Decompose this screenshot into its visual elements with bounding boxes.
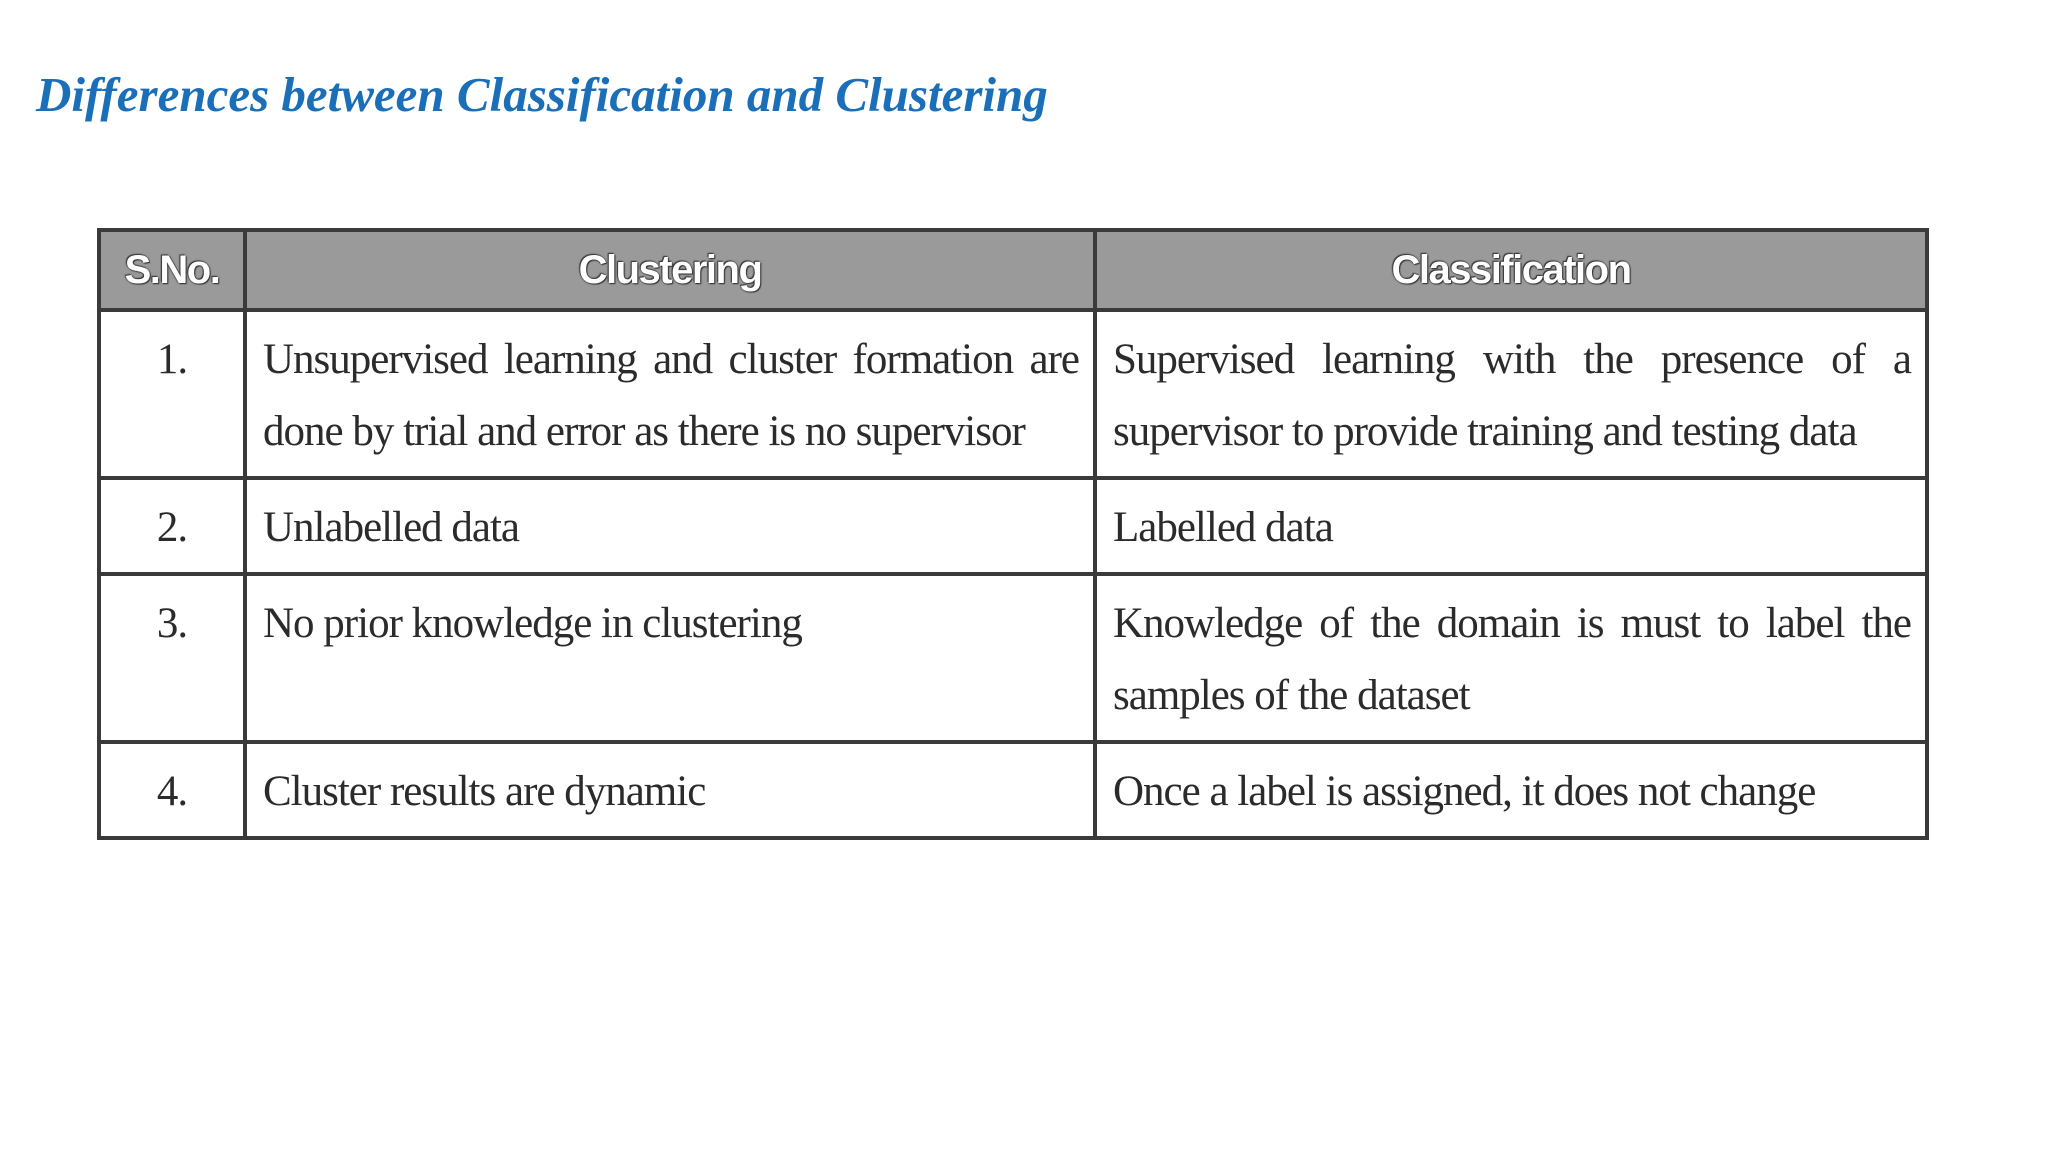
- cell-clustering: Cluster results are dynamic: [245, 742, 1095, 838]
- page-title: Differences between Classification and Clustering: [36, 67, 1048, 122]
- header-row: [99, 230, 1927, 310]
- table-row: [99, 478, 1927, 574]
- cell-sno: 2.: [99, 478, 245, 574]
- comparison-table-container: [97, 228, 1929, 840]
- header-clustering: Clustering: [245, 230, 1095, 310]
- cell-classification: Knowledge of the domain is must to label the samples of the dataset: [1095, 574, 1927, 742]
- table-row: [99, 574, 1927, 742]
- cell-classification: Supervised learning with the presence of a supervisor to provide training and testing data: [1095, 310, 1927, 478]
- cell-classification: Once a label is assigned, it does not change: [1095, 742, 1927, 838]
- table-row: [99, 310, 1927, 478]
- header-classification: Classification: [1095, 230, 1927, 310]
- table-body: [99, 310, 1927, 838]
- cell-clustering: No prior knowledge in clustering: [245, 574, 1095, 742]
- comparison-table: [97, 228, 1929, 840]
- cell-sno: 4.: [99, 742, 245, 838]
- table-header: [99, 230, 1927, 310]
- cell-sno: 3.: [99, 574, 245, 742]
- cell-clustering: Unsupervised learning and cluster formation are done by trial and error as there is no supervisor: [245, 310, 1095, 478]
- table-row: [99, 742, 1927, 838]
- cell-clustering: Unlabelled data: [245, 478, 1095, 574]
- cell-sno: 1.: [99, 310, 245, 478]
- cell-classification: Labelled data: [1095, 478, 1927, 574]
- header-sno: S.No.: [99, 230, 245, 310]
